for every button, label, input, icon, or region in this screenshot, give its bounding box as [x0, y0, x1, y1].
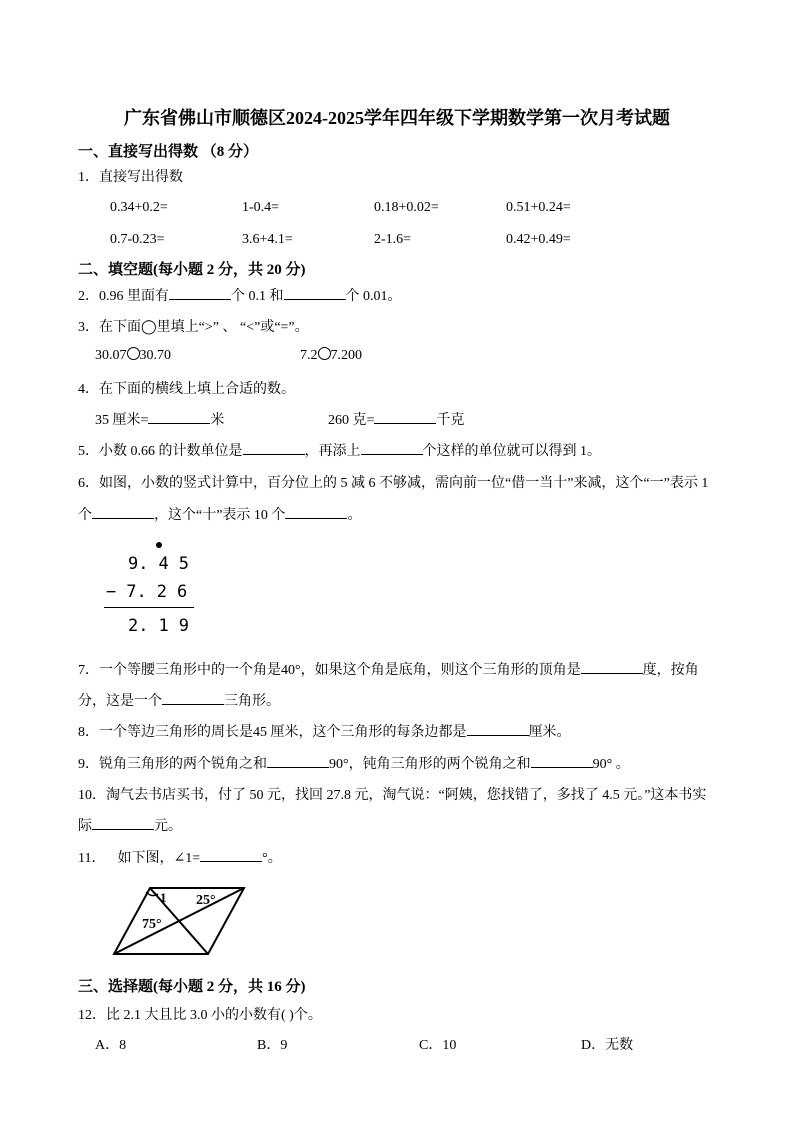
answer-blank[interactable]: [467, 723, 529, 736]
question-10: 10．淘气去书店买书，付了 50 元，找回 27.8 元，淘气说：“阿姨，您找错了，多找了 4.5 元。”这本书实: [78, 788, 707, 803]
calc-item: 0.51+0.24=: [506, 200, 571, 215]
difference-row: 2. 1 9: [128, 616, 189, 636]
question-12: 12．比 2.1 大且比 3.0 小的小数有( )个。: [78, 1008, 322, 1023]
diagonal-line: [114, 888, 244, 954]
answer-blank[interactable]: [374, 411, 436, 424]
question-4: 4．在下面的横线上填上合适的数。: [78, 382, 295, 397]
question-7: 7．一个等腰三角形中的一个角是40°，如果这个角是底角，则这个三角形的顶角是 度，按角: [78, 663, 699, 678]
answer-blank[interactable]: [285, 506, 347, 519]
angle-1-label: 1: [160, 890, 167, 905]
calc-item: 0.18+0.02=: [374, 200, 439, 215]
compare-circle[interactable]: [318, 347, 331, 360]
question-7-line2: 分，这是一个 三角形。: [78, 694, 280, 709]
calc-item: 0.7-0.23=: [110, 232, 165, 247]
answer-blank[interactable]: [169, 287, 231, 300]
page-title: 广东省佛山市顺德区2024-2025学年四年级下学期数学第一次月考试题: [124, 108, 670, 128]
question-8: 8．一个等边三角形的周长是45 厘米，这个三角形的每条边都是 厘米。: [78, 725, 571, 740]
subtraction-figure: [100, 540, 200, 640]
calc-item: 1-0.4=: [242, 200, 280, 215]
answer-blank[interactable]: [267, 755, 329, 768]
option-d[interactable]: D．无数: [581, 1038, 634, 1053]
question-1: 1．直接写出得数: [78, 170, 183, 185]
conversion-item: 260 克= 千克: [328, 413, 465, 428]
option-a[interactable]: A．8: [95, 1038, 127, 1053]
result-line: [104, 607, 194, 608]
question-5: 5．小数 0.66 的计数单位是 ，再添上 个这样的单位就可以得到 1。: [78, 444, 601, 459]
question-6-line2: 个 ，这个“十”表示 10 个 。: [78, 508, 362, 523]
answer-blank[interactable]: [200, 849, 262, 862]
question-10-line2: 际 元。: [78, 819, 182, 834]
answer-blank[interactable]: [162, 692, 224, 705]
calc-item: 2-1.6=: [374, 232, 412, 247]
question-2: 2．0.96 里面有 个 0.1 和 个 0.01。: [78, 289, 402, 304]
angle-25-label: 25°: [196, 893, 216, 908]
answer-blank[interactable]: [284, 287, 346, 300]
minuend-row: 9. 4 5: [128, 554, 189, 574]
question-9: 9．锐角三角形的两个锐角之和 90°，钝角三角形的两个锐角之和 90° 。: [78, 757, 630, 772]
compare-item: 30.07 30.70: [95, 348, 171, 363]
calc-item: 0.42+0.49=: [506, 232, 571, 247]
compare-item: 7.2 7.200: [300, 348, 362, 363]
answer-blank[interactable]: [531, 755, 593, 768]
calc-item: 3.6+4.1=: [242, 232, 293, 247]
question-3: 3．在下面◯里填上“>” 、 “<”或“=”。: [78, 320, 309, 335]
compare-circle[interactable]: [127, 347, 140, 360]
answer-blank[interactable]: [92, 817, 154, 830]
option-b[interactable]: B．9: [257, 1038, 288, 1053]
question-11: 11． 如下图，∠1= °。: [78, 851, 282, 866]
answer-blank[interactable]: [148, 411, 210, 424]
answer-blank[interactable]: [243, 442, 305, 455]
section-2-heading: 二、填空题(每小题 2 分，共 20 分): [78, 262, 306, 278]
answer-blank[interactable]: [92, 506, 154, 519]
answer-blank[interactable]: [581, 661, 643, 674]
angle-75-label: 75°: [142, 917, 162, 932]
calc-item: 0.34+0.2=: [110, 200, 168, 215]
section-3-heading: 三、选择题(每小题 2 分，共 16 分): [78, 979, 306, 995]
conversion-item: 35 厘米= 米: [95, 413, 225, 428]
subtrahend-row: − 7. 2 6: [106, 582, 188, 602]
option-c[interactable]: C．10: [419, 1038, 457, 1053]
borrow-dot: [156, 542, 162, 548]
answer-blank[interactable]: [361, 442, 423, 455]
section-1-heading: 一、直接写出得数 （8 分）: [78, 144, 259, 160]
parallelogram-figure: [110, 882, 250, 958]
question-6: 6．如图，小数的竖式计算中，百分位上的 5 减 6 不够减，需向前一位“借一当十”来减，这个“一”表示 1: [78, 476, 709, 491]
